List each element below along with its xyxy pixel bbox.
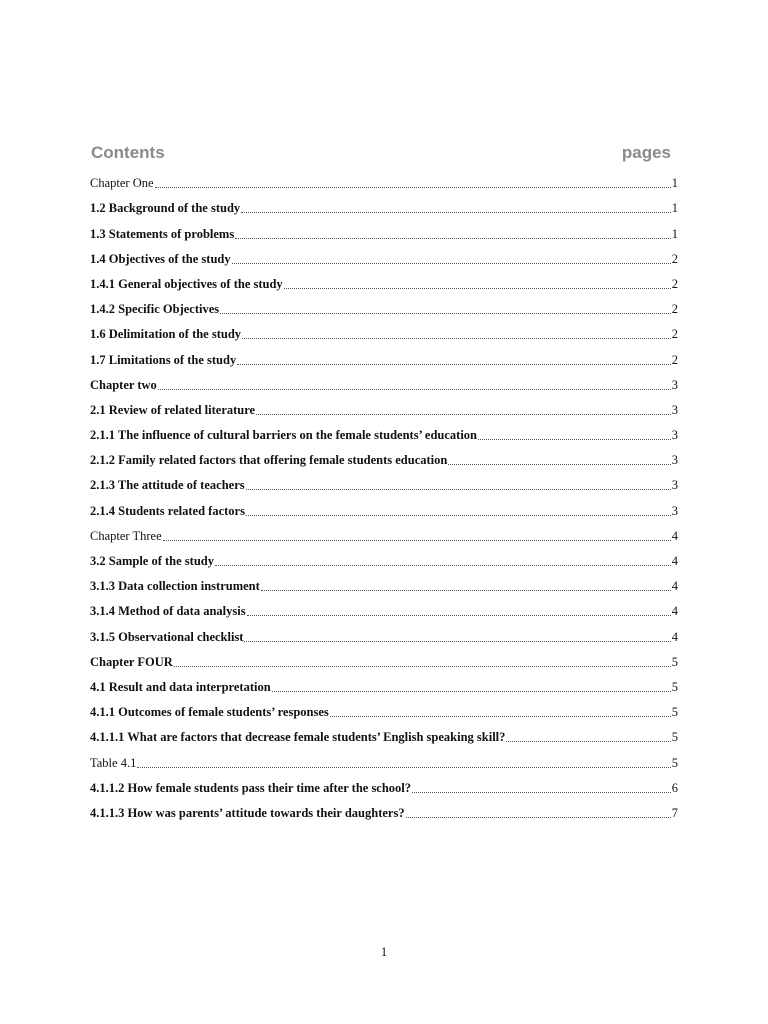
toc-entry-page: 5: [671, 730, 678, 745]
toc-entry-page: 1: [671, 201, 678, 216]
toc-entry[interactable]: [90, 645, 678, 670]
dot-leader: [406, 817, 671, 818]
toc-title: Contents: [91, 143, 165, 162]
toc-entry-title: 2.1.1 The influence of cultural barriers on the female students’ education: [90, 428, 478, 443]
dot-leader: [174, 666, 671, 667]
toc-pages-label: pages: [621, 143, 671, 162]
toc-entry[interactable]: [90, 292, 678, 317]
dot-leader: [246, 489, 671, 490]
toc-entry-title: Table 4.1: [90, 755, 137, 770]
dot-leader: [247, 615, 671, 616]
toc-entry-page: 2: [671, 302, 678, 317]
toc-list: [90, 166, 678, 821]
toc-entry-title: 3.1.4 Method of data analysis: [90, 604, 246, 619]
toc-entry-page: 4: [671, 604, 678, 619]
dot-leader: [246, 515, 671, 516]
toc-entry-page: 2: [671, 276, 678, 291]
toc-entry-title: 3.2 Sample of the study: [90, 554, 214, 568]
toc-entry-page: 2: [671, 251, 678, 266]
toc-entry-title: Chapter FOUR: [90, 654, 173, 669]
dot-leader: [330, 716, 671, 717]
toc-entry[interactable]: [90, 368, 678, 393]
toc-entry-title: 1.4.2 Specific Objectives: [90, 302, 220, 317]
toc-entry-title: 1.3 Statements of problems: [90, 226, 235, 241]
dot-leader: [232, 263, 671, 264]
toc-entry-page: 3: [671, 402, 678, 417]
toc-entry[interactable]: [90, 393, 678, 418]
dot-leader: [272, 691, 671, 692]
dot-leader: [506, 741, 670, 742]
toc-entry-page: 1: [671, 176, 678, 191]
dot-leader: [237, 364, 671, 365]
toc-entry[interactable]: [90, 418, 678, 443]
toc-entry-page: 2: [671, 352, 678, 367]
dot-leader: [242, 338, 671, 339]
dot-leader: [284, 288, 671, 289]
toc-entry-page: 2: [671, 327, 678, 342]
toc-entry-page: 4: [671, 554, 678, 568]
toc-entry-title: 2.1.2 Family related factors that offering female students education: [90, 453, 448, 468]
toc-entry-title: 4.1.1.2 How female students pass their time after the school?: [90, 780, 412, 795]
dot-leader: [241, 212, 671, 213]
toc-entry[interactable]: [90, 745, 678, 770]
dot-leader: [158, 389, 671, 390]
toc-entry[interactable]: [90, 216, 678, 241]
toc-entry-page: 7: [671, 805, 678, 820]
toc-entry-title: Chapter two: [90, 377, 157, 392]
toc-entry[interactable]: [90, 544, 678, 569]
toc-entry-title: 4.1.1.1 What are factors that decrease female students’ English speaking skill?: [90, 730, 506, 745]
toc-entry-title: Chapter Three: [90, 528, 162, 543]
toc-entry-title: 1.6 Delimitation of the study: [90, 327, 242, 342]
toc-entry[interactable]: [90, 594, 678, 619]
toc-entry[interactable]: [90, 267, 678, 292]
toc-header: [91, 143, 671, 165]
toc-entry[interactable]: [90, 443, 678, 468]
dot-leader: [478, 439, 671, 440]
toc-entry[interactable]: [90, 670, 678, 695]
dot-leader: [137, 767, 670, 768]
toc-entry-page: 3: [671, 377, 678, 392]
toc-entry[interactable]: [90, 619, 678, 644]
toc-entry-title: 4.1.1.3 How was parents’ attitude towards their daughters?: [90, 805, 405, 820]
toc-entry-page: 5: [671, 705, 678, 720]
toc-entry-title: 3.1.3 Data collection instrument: [90, 579, 260, 594]
toc-entry-title: Chapter One: [90, 176, 154, 191]
toc-entry-page: 5: [671, 755, 678, 770]
dot-leader: [163, 540, 671, 541]
dot-leader: [244, 641, 670, 642]
toc-entry-page: 4: [671, 579, 678, 594]
toc-entry[interactable]: [90, 191, 678, 216]
toc-entry-title: 2.1 Review of related literature: [90, 402, 256, 417]
toc-entry-title: 4.1.1 Outcomes of female students’ responses: [90, 705, 329, 720]
toc-entry-title: 2.1.4 Students related factors: [90, 503, 245, 518]
page-number: 1: [380, 944, 388, 959]
dot-leader: [256, 414, 671, 415]
dot-leader: [261, 590, 671, 591]
toc-entry-page: 4: [671, 528, 678, 543]
toc-entry-page: 4: [671, 629, 678, 644]
dot-leader: [155, 187, 671, 188]
dot-leader: [448, 464, 670, 465]
toc-entry-title: 2.1.3 The attitude of teachers: [90, 478, 245, 493]
toc-entry-page: 3: [671, 503, 678, 518]
toc-entry-page: 3: [671, 428, 678, 443]
toc-entry[interactable]: [90, 468, 678, 493]
toc-entry-page: 5: [671, 679, 678, 694]
toc-entry[interactable]: [90, 569, 678, 594]
toc-entry-page: 1: [671, 226, 678, 241]
dot-leader: [412, 792, 671, 793]
toc-entry[interactable]: [90, 166, 678, 191]
toc-entry-title: 4.1 Result and data interpretation: [90, 679, 271, 694]
dot-leader: [220, 313, 671, 314]
toc-entry[interactable]: [90, 342, 678, 367]
dot-leader: [235, 238, 671, 239]
toc-entry-title: 1.4 Objectives of the study: [90, 251, 231, 266]
toc-entry[interactable]: [90, 695, 678, 720]
toc-entry-page: 6: [671, 780, 678, 795]
toc-entry[interactable]: [90, 317, 678, 342]
toc-entry[interactable]: [90, 771, 678, 796]
toc-entry[interactable]: [90, 242, 678, 267]
toc-entry-title: 1.2 Background of the study: [90, 201, 241, 216]
toc-entry-title: 1.7 Limitations of the study: [90, 352, 237, 367]
toc-entry[interactable]: [90, 519, 678, 544]
toc-entry[interactable]: [90, 493, 678, 518]
toc-entry[interactable]: [90, 720, 678, 745]
toc-entry-title: 1.4.1 General objectives of the study: [90, 276, 283, 291]
toc-entry-page: 3: [671, 453, 678, 468]
toc-entry-title: 3.1.5 Observational checklist: [90, 629, 244, 644]
toc-entry[interactable]: [90, 796, 678, 821]
dot-leader: [215, 565, 671, 566]
toc-entry-page: 5: [671, 654, 678, 669]
toc-entry-page: 3: [671, 478, 678, 493]
